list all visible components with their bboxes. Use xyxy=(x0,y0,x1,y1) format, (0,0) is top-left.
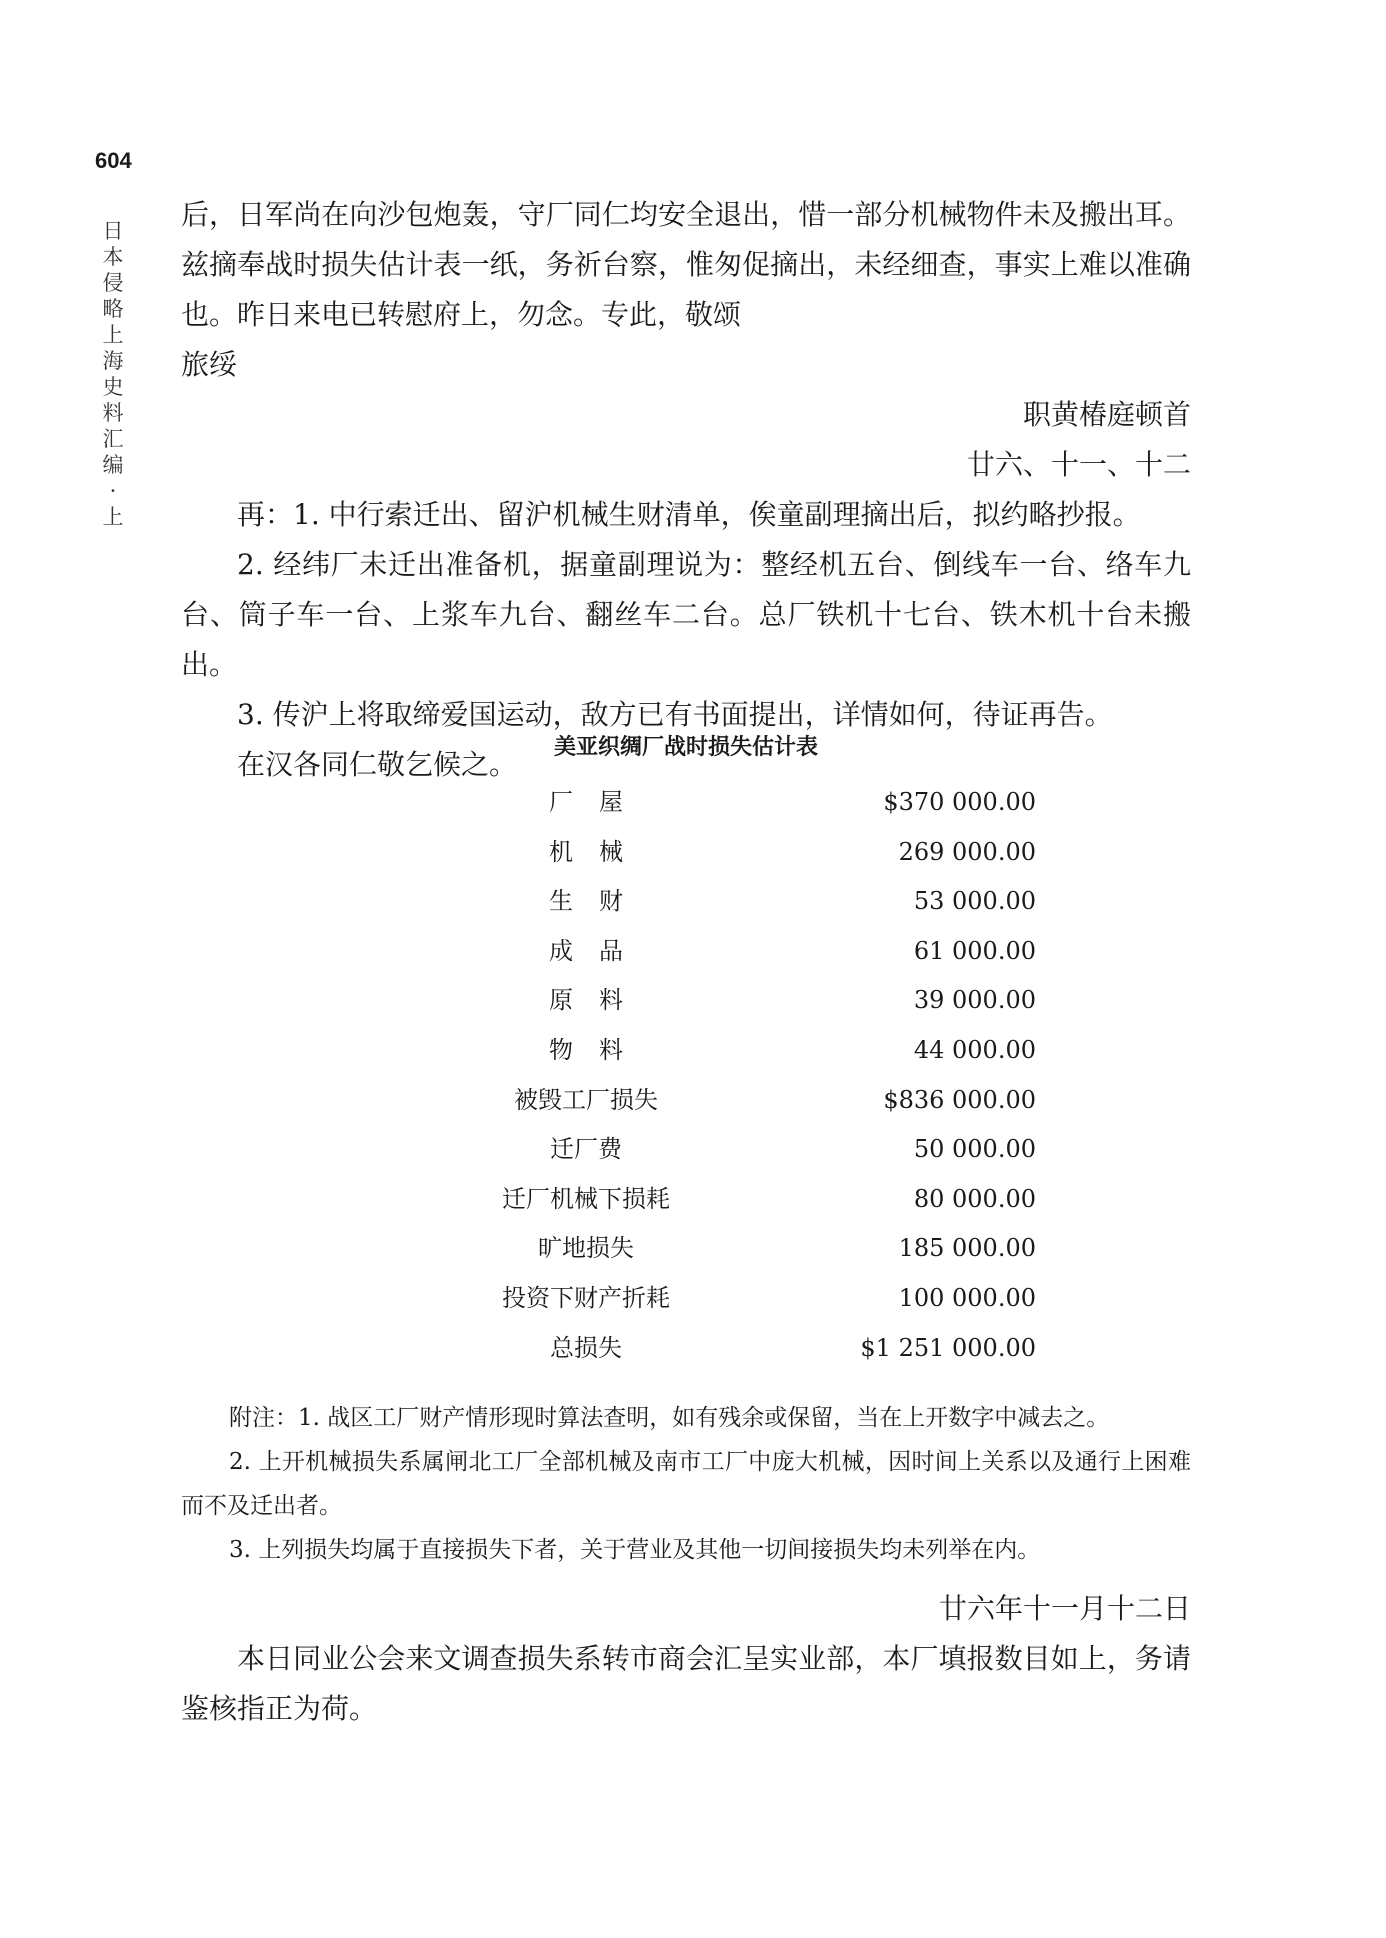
letter-signature: 职黄椿庭顿首 xyxy=(1022,398,1191,431)
table-value: 61 000.00 xyxy=(913,936,1036,965)
table-row xyxy=(181,976,1191,1026)
table-value: $1 251 000.00 xyxy=(860,1333,1036,1362)
closing xyxy=(181,1584,1191,1734)
table-value: $370 000.00 xyxy=(883,788,1036,816)
table-row xyxy=(181,828,1191,878)
table-row xyxy=(181,1175,1191,1225)
letter-salutation: 旅绥 xyxy=(181,348,238,381)
table-row xyxy=(181,877,1191,927)
note-2: 2. 上开机械损失系属闸北工厂全部机械及南市工厂中庞大机械，因时间上关系以及通行上困难而不及迁出者。 xyxy=(181,1449,1191,1519)
table-item: 机械 xyxy=(549,837,649,866)
table-row xyxy=(181,1274,1191,1324)
table-row xyxy=(181,1076,1191,1126)
letter-paragraph: 后，日军尚在向沙包炮轰，守厂同仁均安全退出，惜一部分机械物件未及搬出耳。兹摘奉战时损失估计表一纸，务祈台察，惟匆促摘出，未经细查，事实上难以准确也。昨日来电已转慰府上，勿念。专此，敬颂 xyxy=(181,198,1191,331)
table-item: 投资下财产折耗 xyxy=(502,1283,670,1312)
note-1: 附注：1. 战区工厂财产情形现时算法查明，如有残余或保留，当在上开数字中减去之。 xyxy=(229,1405,1110,1431)
table-value: 80 000.00 xyxy=(913,1184,1036,1213)
page-number: 604 xyxy=(95,148,132,173)
postscript-2: 2. 经纬厂未迁出准备机，据童副理说为：整经机五台、倒线车一台、络车九台、筒子车一台、上浆车九台、翻丝车二台。总厂铁机十七台、铁木机十台未搬出。 xyxy=(181,548,1191,681)
table-value: 100 000.00 xyxy=(898,1283,1036,1312)
postscript-4: 在汉各同仁敬乞候之。 xyxy=(237,748,518,781)
table-item: 被毁工厂损失 xyxy=(514,1085,658,1114)
letter-date: 廿六、十一、十二 xyxy=(966,448,1191,481)
table-item: 旷地损失 xyxy=(538,1234,634,1263)
table-item: 迁厂机械下损耗 xyxy=(502,1184,670,1213)
table-value: 44 000.00 xyxy=(913,1035,1036,1064)
table-item: 成品 xyxy=(549,936,649,965)
notes xyxy=(181,1396,1191,1572)
table-item: 物料 xyxy=(549,1035,649,1064)
table-value: 50 000.00 xyxy=(913,1135,1036,1164)
letter-body xyxy=(181,190,1191,790)
table-item: 原料 xyxy=(549,986,649,1015)
table-title: 美亚织绸厂战时损失估计表 xyxy=(553,735,818,760)
table-row xyxy=(181,927,1191,977)
note-3: 3. 上列损失均属于直接损失下者，关于营业及其他一切间接损失均未列举在内。 xyxy=(229,1537,1041,1563)
table-value: $836 000.00 xyxy=(883,1085,1036,1114)
postscript-1: 再：1. 中行索迁出、留沪机械生财清单，俟童副理摘出后，拟约略抄报。 xyxy=(237,498,1141,531)
table-row xyxy=(181,1224,1191,1274)
postscript-3: 3. 传沪上将取缔爱国运动，敌方已有书面提出，详情如何，待证再告。 xyxy=(237,698,1113,731)
closing-date: 廿六年十一月十二日 xyxy=(938,1592,1191,1625)
closing-text: 本日同业公会来文调查损失系转市商会汇呈实业部，本厂填报数目如上，务请鉴核指正为荷。 xyxy=(181,1642,1191,1725)
table-row xyxy=(181,1026,1191,1076)
loss-table xyxy=(181,778,1191,1373)
table-value: 269 000.00 xyxy=(898,837,1036,866)
running-title: 日本侵略上海史料汇编·上 xyxy=(102,219,124,529)
table-item: 迁厂费 xyxy=(550,1135,622,1164)
table-row xyxy=(181,1324,1191,1374)
table-value: 39 000.00 xyxy=(913,986,1036,1015)
table-value: 53 000.00 xyxy=(913,887,1036,916)
table-item: 总损失 xyxy=(550,1333,622,1362)
table-item: 生财 xyxy=(549,887,649,916)
table-row xyxy=(181,1125,1191,1175)
table-row xyxy=(181,778,1191,828)
table-item: 厂屋 xyxy=(549,788,649,816)
table-value: 185 000.00 xyxy=(898,1234,1036,1263)
